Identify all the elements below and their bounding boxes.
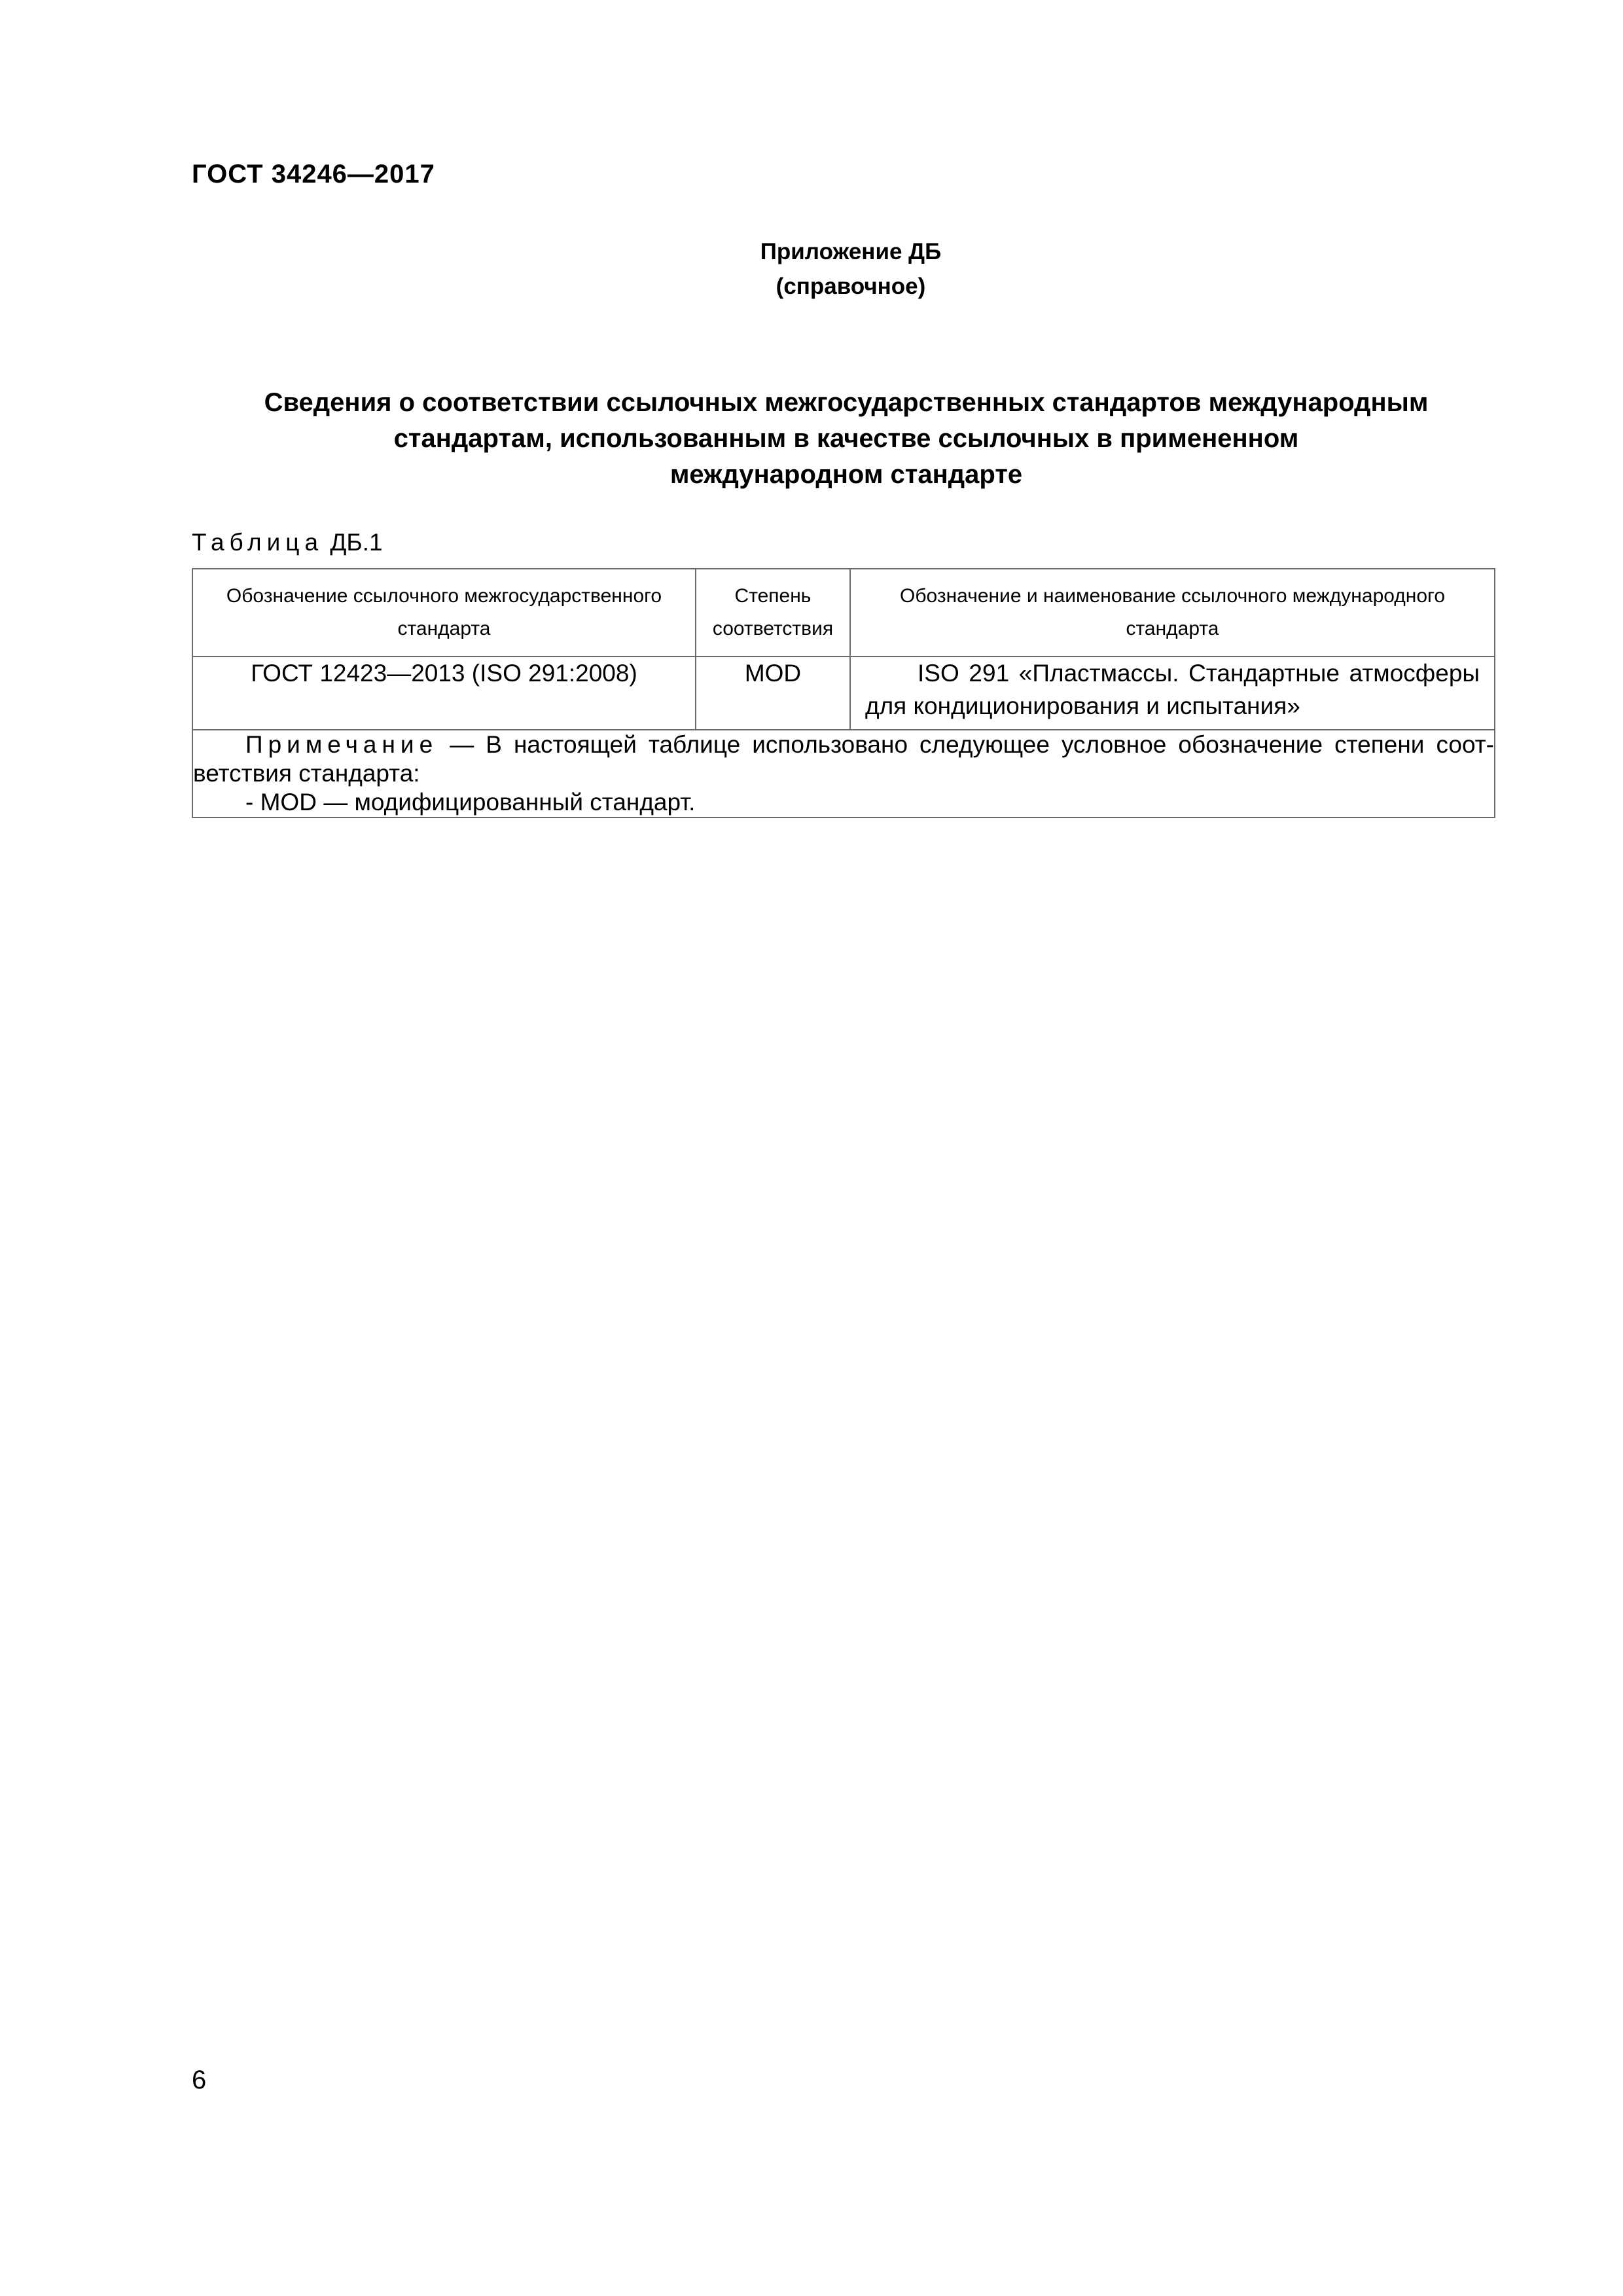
page-number: 6 xyxy=(192,2066,207,2094)
note-body: — В настоящей таблице использовано следующее условное обозначение степени соответствия стандарта: xyxy=(193,731,1494,787)
document-code: ГОСТ 34246—2017 xyxy=(192,160,435,188)
annex-label: Приложение ДБ xyxy=(760,239,942,264)
annex-title-line-1: Сведения о соответствии ссылочных межгосударственных стандартов международным xyxy=(264,388,1429,417)
table-note-row xyxy=(192,730,1495,817)
table-row xyxy=(192,656,1495,730)
table-caption-number: ДБ.1 xyxy=(330,529,383,556)
annex-heading xyxy=(687,234,1014,304)
table-header-row xyxy=(192,569,1495,656)
cell-interstate-standard: ГОСТ 12423—2013 (ISO 291:2008) xyxy=(192,656,696,730)
column-header-international-standard: Обозначение и наименование ссылочного международного стандарта xyxy=(850,569,1495,656)
note-label: Примечание xyxy=(245,731,438,758)
table-caption xyxy=(192,529,383,556)
annex-title-line-3: международном стандарте xyxy=(669,460,1023,489)
annex-type: (справочное) xyxy=(776,274,926,299)
column-header-degree: Степень соответствия xyxy=(696,569,850,656)
annex-title xyxy=(192,385,1501,493)
column-header-interstate-standard: Обозначение ссылочного межгосударственного стандарта xyxy=(192,569,696,656)
table-note xyxy=(192,730,1495,817)
table-caption-word: Таблица xyxy=(192,529,324,556)
annex-title-line-2: стандартам, использованным в качестве ссылочных в примененном xyxy=(393,424,1299,453)
cell-international-standard: ISO 291 «Пластмассы. Стандартные атмосферы для кондиционирования и испытания» xyxy=(850,656,1495,730)
note-text xyxy=(193,730,1494,788)
note-item: - MOD — модифицированный стандарт. xyxy=(245,789,696,816)
cell-degree: MOD xyxy=(696,656,850,730)
reference-standards-table xyxy=(192,568,1495,818)
